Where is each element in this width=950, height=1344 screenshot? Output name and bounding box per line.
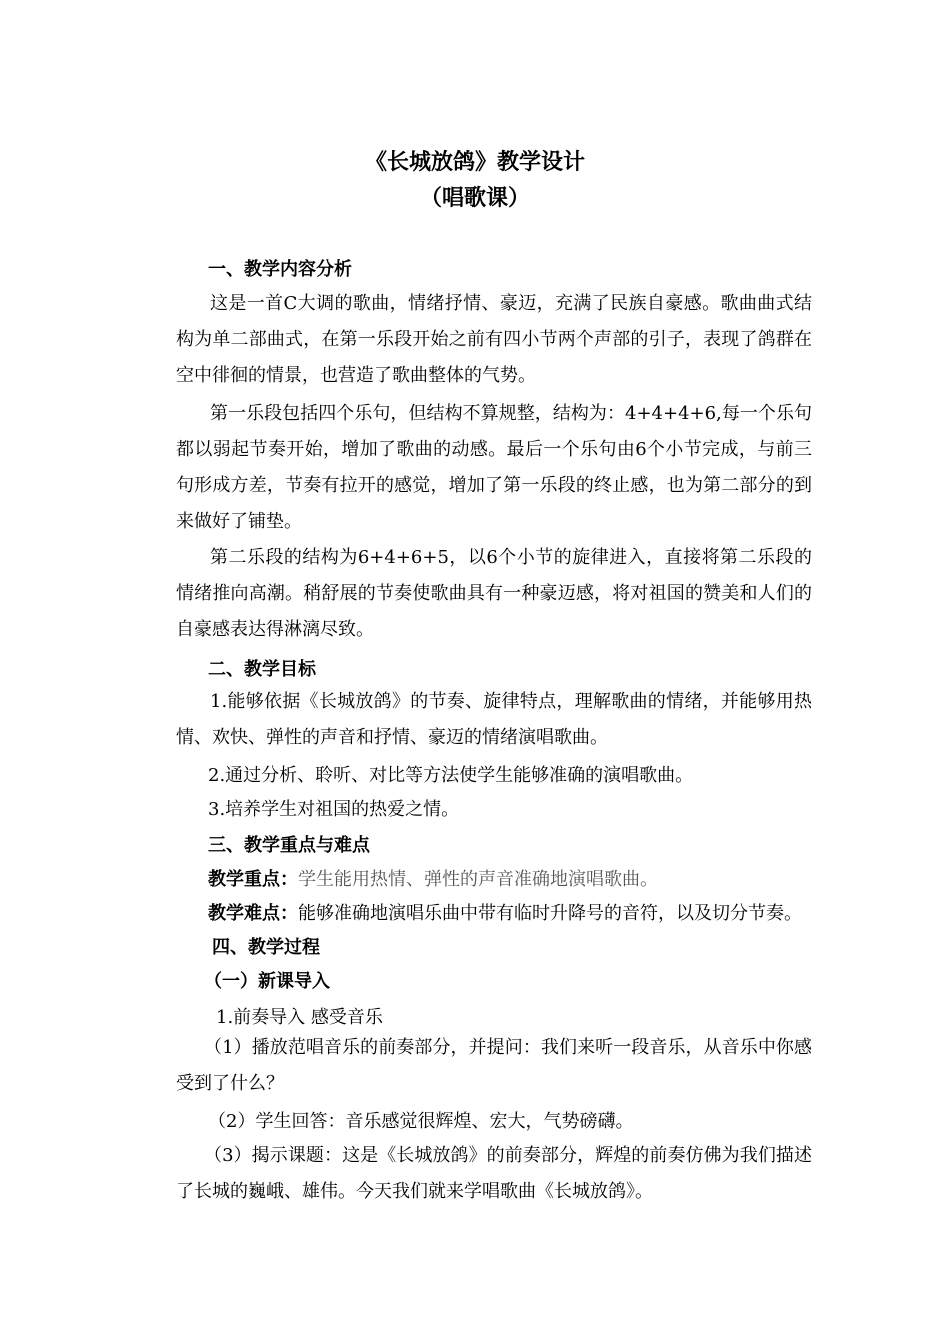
process-step-1: （1）播放范唱音乐的前奏部分，并提问：我们来听一段音乐，从音乐中你感受到了什么？ bbox=[176, 1037, 812, 1094]
goal-item-1: 1.能够依据《长城放鸽》的节奏、旋律特点，理解歌曲的情绪，并能够用热情、欢快、弹性的声音和抒情、豪迈的情绪演唱歌曲。 bbox=[176, 691, 812, 748]
document-subtitle: （唱歌课） bbox=[419, 185, 530, 211]
process-step-2: （2）学生回答：音乐感觉很辉煌、宏大，气势磅礴。 bbox=[208, 1111, 634, 1132]
goal-item-2: 2.通过分析、聆听、对比等方法使学生能够准确的演唱歌曲。 bbox=[208, 765, 694, 786]
document-title: 《长城放鸽》教学设计 bbox=[364, 149, 585, 175]
section-heading-content-analysis: 一、教学内容分析 bbox=[208, 259, 352, 280]
key-point-text: 学生能用热情、弹性的声音准确地演唱歌曲。 bbox=[298, 869, 658, 890]
section-heading-key-points: 三、教学重点与难点 bbox=[208, 835, 370, 856]
difficulty-text: 能够准确地演唱乐曲中带有临时升降号的音符，以及切分节奏。 bbox=[298, 903, 802, 924]
paragraph-first-section: 第一乐段包括四个乐句，但结构不算规整，结构为：4+4+4+6,每一个乐句都以弱起节奏开始，增加了歌曲的动感。最后一个乐句由6个小节完成，与前三句形成方差，节奏有拉开的感觉，增加了第一乐段的终止感，也为第二部分的到来做好了铺垫。 bbox=[176, 403, 812, 532]
process-item-1: 1.前奏导入 感受音乐 bbox=[216, 1007, 383, 1028]
difficulty-label: 教学难点： bbox=[208, 903, 298, 924]
difficulty-row bbox=[208, 902, 802, 926]
subsection-heading-intro: （一）新课导入 bbox=[204, 971, 330, 992]
paragraph-second-section: 第二乐段的结构为6+4+6+5，以6个小节的旋律进入，直接将第二乐段的情绪推向高潮。稍舒展的节奏使歌曲具有一种豪迈感，将对祖国的赞美和人们的自豪感表达得淋漓尽致。 bbox=[176, 547, 812, 640]
key-point-label: 教学重点： bbox=[208, 869, 298, 890]
paragraph-song-overview: 这是一首C大调的歌曲，情绪抒情、豪迈，充满了民族自豪感。歌曲曲式结构为单二部曲式，在第一乐段开始之前有四小节两个声部的引子，表现了鸽群在空中徘徊的情景，也营造了歌曲整体的气势。 bbox=[176, 293, 812, 386]
section-heading-goals: 二、教学目标 bbox=[208, 659, 316, 680]
goal-item-3: 3.培养学生对祖国的热爱之情。 bbox=[208, 799, 460, 820]
process-step-3: （3）揭示课题：这是《长城放鸽》的前奏部分，辉煌的前奏仿佛为我们描述了长城的巍峨、雄伟。今天我们就来学唱歌曲《长城放鸽》。 bbox=[176, 1145, 812, 1202]
section-heading-process: 四、教学过程 bbox=[212, 937, 320, 958]
key-point-row bbox=[208, 868, 658, 892]
